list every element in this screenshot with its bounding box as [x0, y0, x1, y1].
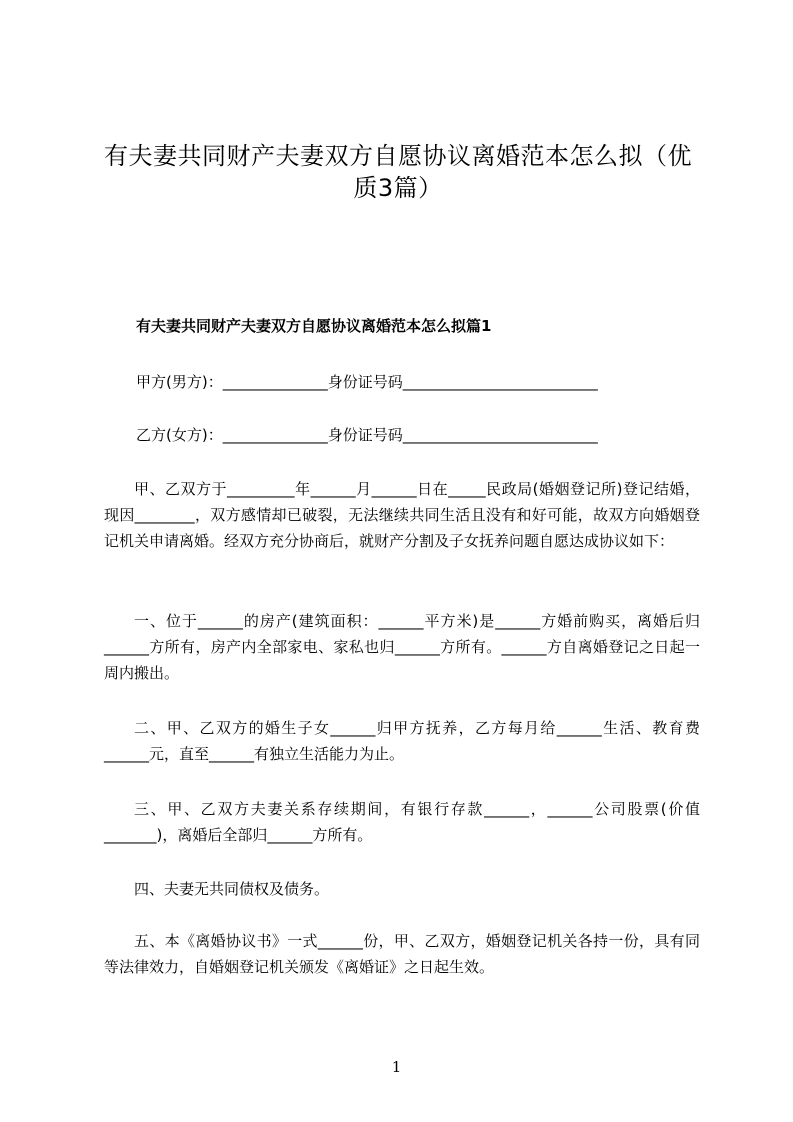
party-b-line: 乙方(女方)：______________身份证号码__________________________: [136, 426, 598, 444]
clause-2-paragraph: 二、甲、乙双方的婚生子女______归甲方抚养，乙方每月给______生活、教育费______元，直至______有独立生活能力为止。: [104, 719, 700, 763]
page-number: 1: [391, 1058, 402, 1076]
party-a-line: 甲方(男方)：______________身份证号码__________________________: [136, 373, 598, 391]
section-heading: 有夫妻共同财产夫妻双方自愿协议离婚范本怎么拟篇1: [136, 317, 492, 335]
intro-paragraph: 甲、乙双方于_________年______月______日在_____民政局(婚姻登记所)登记结婚，现因________，双方感情却已破裂，无法继续共同生活且没有和好可能，故双方向婚姻登记机关申请离婚。经双方充分协商后，就财产分割及子女抚养问题自愿达成协议如下：: [104, 480, 700, 550]
clause-5-paragraph: 五、本《离婚协议书》一式______份，甲、乙双方，婚姻登记机关各持一份，具有同等法律效力，自婚姻登记机关颁发《离婚证》之日起生效。: [104, 932, 700, 976]
document-title: 有夫妻共同财产夫妻双方自愿协议离婚范本怎么拟（优质3篇）: [104, 142, 692, 202]
clause-3-paragraph: 三、甲、乙双方夫妻关系存续期间，有银行存款______，______公司股票(价值_______)，离婚后全部归______方所有。: [104, 800, 700, 844]
clause-1-paragraph: 一、位于______的房产(建筑面积：______平方米)是______方婚前购买，离婚后归______方所有，房产内全部家电、家私也归______方所有。______方自离婚登记之日起一周内搬出。: [104, 612, 700, 682]
clause-4-paragraph: 四、夫妻无共同债权及债务。: [134, 880, 330, 898]
